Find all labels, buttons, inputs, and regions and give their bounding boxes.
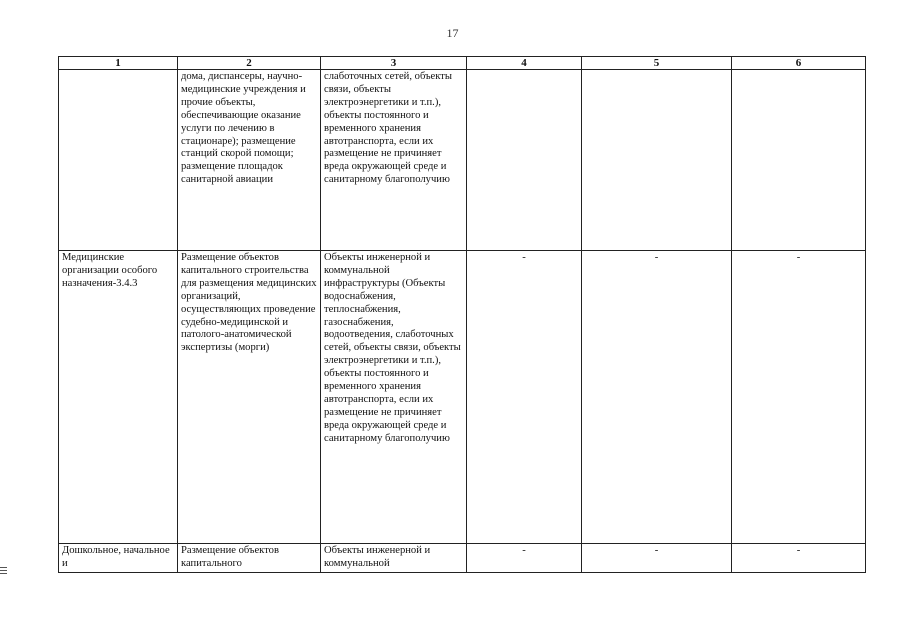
table-cell-col5: - [582,544,732,573]
margin-mark-icon [0,567,7,576]
column-header-6: 6 [732,57,866,70]
table-cell-col6: - [732,544,866,573]
table-cell-description: дома, диспансеры, научно-медицинские учреждения и прочие объекты, обеспечивающие оказание услуги по лечению в стационаре); размещение станций скорой помощи; размещение площадок санитарной авиации [178,70,321,251]
table-cell-col4 [467,70,582,251]
column-header-1: 1 [59,57,178,70]
table-cell-col6: - [732,251,866,544]
page-number: 17 [446,26,459,40]
table-cell-col5: - [582,251,732,544]
column-header-3: 3 [321,57,467,70]
column-header-2: 2 [178,57,321,70]
table-cell-use-type: Медицинские организации особого назначения-3.4.3 [59,251,178,544]
table-cell-col5 [582,70,732,251]
table-cell-col4: - [467,544,582,573]
land-use-table [58,56,866,573]
table-cell-use-type: Дошкольное, начальное и [59,544,178,573]
table-row [59,70,866,251]
column-header-5: 5 [582,57,732,70]
table-row [59,251,866,544]
table-cell-description: Размещение объектов капитального строительства для размещения медицинских организаций, осуществляющих проведение судебно-медицинской и патолого-анатомической экспертизы (морги) [178,251,321,544]
header-row [59,57,866,70]
column-header-4: 4 [467,57,582,70]
table-row [59,544,866,573]
table-cell-col4: - [467,251,582,544]
table-cell-use-type [59,70,178,251]
table-cell-auxiliary-use: Объекты инженерной и коммунальной инфраструктуры (Объекты водоснабжения, теплоснабжения, газоснабжения, водоотведения, слаботочных сетей, объекты связи, объекты электроэнергетики и т.п.), объекты постоянного и временного хранения автотранспорта, если их размещение не причиняет вреда окружающей среде и санитарному благополучию [321,251,467,544]
table-cell-auxiliary-use: Объекты инженерной и коммунальной [321,544,467,573]
table-cell-description: Размещение объектов капитального [178,544,321,573]
table-cell-auxiliary-use: слаботочных сетей, объекты связи, объекты электроэнергетики и т.п.), объекты постоянного и временного хранения автотранспорта, если их размещение не причиняет вреда окружающей среде и санитарному благополучию [321,70,467,251]
table-cell-col6 [732,70,866,251]
